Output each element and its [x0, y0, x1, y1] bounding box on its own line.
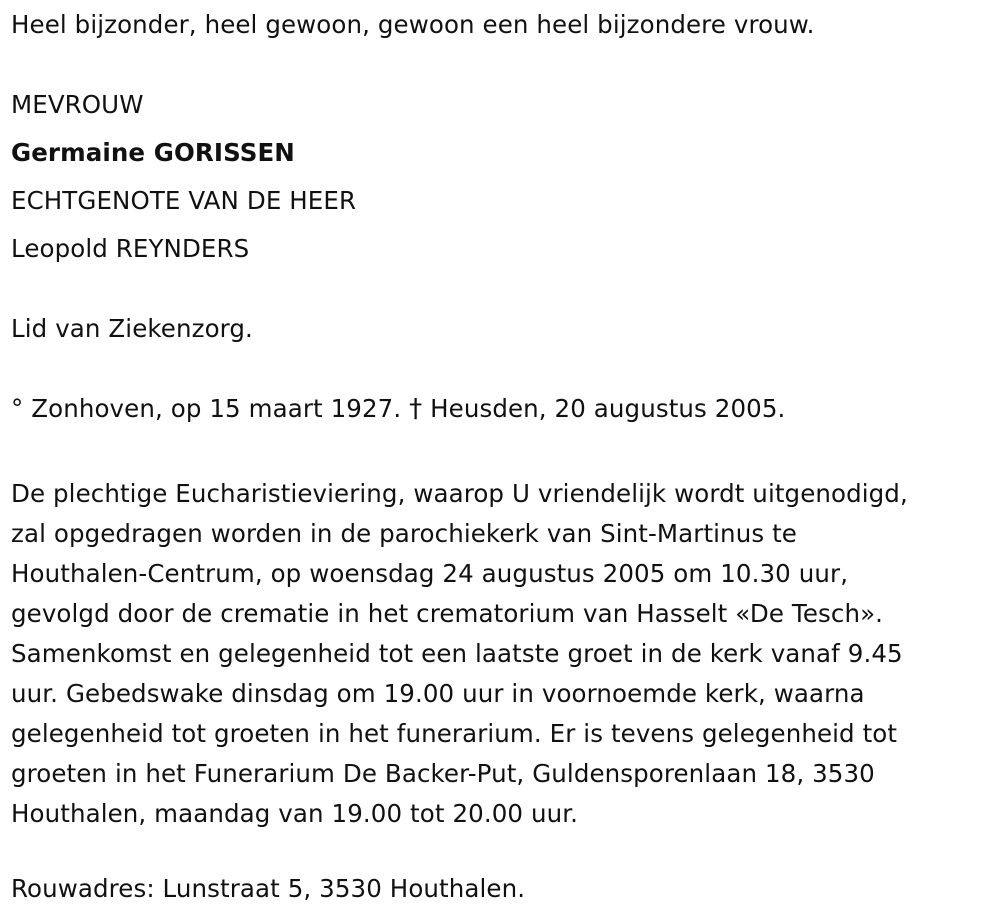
ceremony-line: Samenkomst en gelegenheid tot een laatste groet in de kerk vanaf 9.45 — [11, 639, 903, 668]
ceremony-line: zal opgedragen worden in de parochiekerk van Sint-Martinus te — [11, 519, 797, 548]
membership: Lid van Ziekenzorg. — [11, 314, 253, 343]
ceremony-line: uur. Gebedswake dinsdag om 19.00 uur in voornoemde kerk, waarna — [11, 679, 865, 708]
ceremony-line: Houthalen-Centrum, op woensdag 24 augustus 2005 om 10.30 uur, — [11, 559, 849, 588]
ceremony-line: gelegenheid tot groeten in het funerarium. Er is tevens gelegenheid tot — [11, 719, 898, 748]
cross-icon: † — [409, 394, 423, 424]
ceremony-line: gevolgd door de crematie in het crematorium van Hasselt «De Tesch». — [11, 599, 884, 628]
spouse-name: Leopold REYNDERS — [11, 234, 250, 263]
ceremony-paragraph — [11, 474, 986, 834]
motto: Heel bijzonder, heel gewoon, gewoon een heel bijzondere vrouw. — [11, 10, 815, 39]
relation-line: ECHTGENOTE VAN DE HEER — [11, 186, 357, 215]
title-prefix: MEVROUW — [11, 90, 144, 119]
dates-line — [11, 394, 785, 424]
death-info: Heusden, 20 augustus 2005. — [430, 394, 786, 423]
deceased-name: Germaine GORISSEN — [11, 138, 295, 167]
mourning-address: Rouwadres: Lunstraat 5, 3530 Houthalen. — [11, 874, 526, 903]
birth-info: ° Zonhoven, op 15 maart 1927. — [11, 394, 402, 423]
ceremony-line: Houthalen, maandag van 19.00 tot 20.00 uur. — [11, 799, 579, 828]
ceremony-line: groeten in het Funerarium De Backer-Put, Guldensporenlaan 18, 3530 — [11, 759, 875, 788]
ceremony-line: De plechtige Eucharistieviering, waarop U vriendelijk wordt uitgenodigd, — [11, 479, 908, 508]
